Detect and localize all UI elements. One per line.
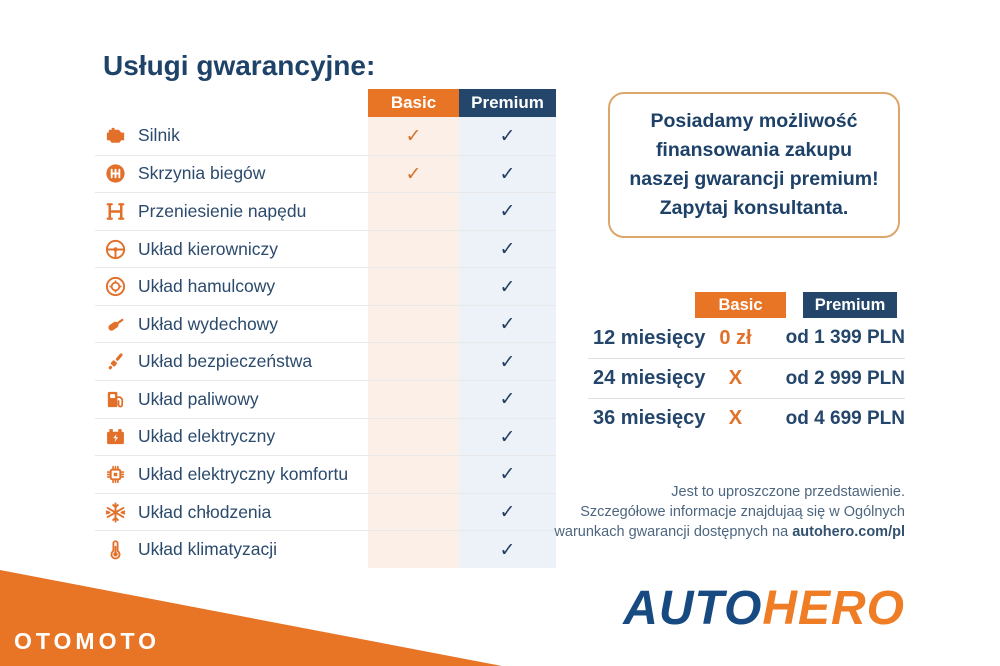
premium-check-cell: ✓ — [459, 381, 556, 418]
service-label: Układ hamulcowy — [138, 276, 276, 297]
service-label: Układ wydechowy — [138, 313, 279, 334]
pricing-premium-badge: Premium — [803, 292, 897, 318]
service-cell — [95, 494, 368, 531]
service-cell — [95, 456, 368, 493]
table-row — [95, 418, 556, 456]
basic-check-cell — [368, 419, 459, 456]
service-label: Silnik — [138, 125, 180, 146]
fuel-pump-icon — [102, 386, 128, 412]
table-row — [95, 493, 556, 531]
service-label: Układ elektryczny komfortu — [138, 463, 349, 484]
comparison-rows — [95, 117, 556, 568]
engine-icon — [102, 123, 128, 149]
table-row — [95, 117, 556, 155]
pricing-basic-badge: Basic — [695, 292, 786, 318]
pricing-row — [588, 398, 905, 438]
chip-icon — [102, 461, 128, 487]
gearbox-icon — [102, 161, 128, 187]
premium-price: od 2 999 PLN — [785, 367, 905, 389]
table-row — [95, 342, 556, 380]
basic-check-cell: ✓ — [368, 117, 459, 155]
page-title: Usługi gwarancyjne: — [103, 50, 376, 81]
basic-check-cell: ✓ — [368, 156, 459, 193]
service-cell — [95, 193, 368, 230]
autohero-logo-hero: HERO — [762, 582, 905, 635]
promo-line: Posiadamy możliwość — [650, 110, 858, 132]
pricing-header-spacer — [588, 292, 695, 318]
pricing-row — [588, 358, 905, 398]
service-label: Układ kierowniczy — [138, 238, 279, 259]
autohero-logo-auto: AUTO — [623, 582, 763, 635]
premium-column-header: Premium — [459, 89, 556, 117]
table-row — [95, 155, 556, 193]
snowflake-icon — [102, 499, 128, 525]
premium-check-cell: ✓ — [459, 494, 556, 531]
service-label: Układ paliwowy — [138, 388, 259, 409]
service-cell — [95, 343, 368, 380]
warranty-comparison-table — [95, 89, 556, 568]
brake-disc-icon — [102, 274, 128, 300]
basic-check-cell — [368, 456, 459, 493]
pricing-badge-gap — [786, 292, 803, 318]
legal-disclaimer — [545, 482, 905, 542]
drivetrain-icon — [102, 198, 128, 224]
thermometer-icon — [102, 537, 128, 563]
basic-check-cell — [368, 231, 459, 268]
period-label: 24 miesięcy — [593, 367, 706, 389]
promo-line: finansowania zakupu — [655, 139, 853, 161]
table-row — [95, 530, 556, 568]
service-cell — [95, 419, 368, 456]
service-label: Układ bezpieczeństwa — [138, 351, 313, 372]
basic-price: 0 zł — [719, 326, 752, 349]
period-label: 36 miesięcy — [593, 407, 706, 429]
service-cell — [95, 268, 368, 305]
table-row — [95, 230, 556, 268]
battery-icon — [102, 424, 128, 450]
service-label: Układ klimatyzacji — [138, 539, 278, 560]
seatbelt-icon — [102, 349, 128, 375]
disclaimer-line — [545, 522, 905, 542]
financing-promo-box — [608, 92, 900, 238]
table-row — [95, 455, 556, 493]
promo-line: naszej gwarancji premium! — [629, 168, 879, 190]
otomoto-logo: OTOMOTO — [14, 628, 160, 654]
premium-check-cell: ✓ — [459, 306, 556, 343]
premium-check-cell: ✓ — [459, 531, 556, 568]
premium-check-cell: ✓ — [459, 193, 556, 230]
premium-check-cell: ✓ — [459, 156, 556, 193]
premium-check-cell: ✓ — [459, 343, 556, 380]
steering-wheel-icon — [102, 236, 128, 262]
header-spacer — [95, 89, 368, 117]
basic-price: X — [728, 407, 743, 429]
service-label: Układ chłodzenia — [138, 501, 272, 522]
basic-column-header: Basic — [368, 89, 459, 117]
basic-check-cell — [368, 343, 459, 380]
table-row — [95, 192, 556, 230]
premium-check-cell: ✓ — [459, 268, 556, 305]
service-cell — [95, 156, 368, 193]
pricing-header — [588, 292, 905, 318]
period-label: 12 miesięcy — [593, 326, 706, 349]
service-cell — [95, 381, 368, 418]
pricing-table — [588, 292, 905, 438]
premium-check-cell: ✓ — [459, 456, 556, 493]
promo-line: Zapytaj konsultanta. — [659, 197, 849, 219]
service-label: Przeniesienie napędu — [138, 200, 307, 221]
service-cell — [95, 306, 368, 343]
autohero-url: autohero.com/pl — [792, 524, 905, 540]
service-cell — [95, 117, 368, 155]
disclaimer-line: Szczegółowe informacje znajdujaą się w Ogólnych — [580, 504, 905, 520]
service-label: Układ elektryczny — [138, 426, 276, 447]
service-cell — [95, 531, 368, 568]
premium-price: od 4 699 PLN — [785, 407, 905, 429]
pricing-row — [588, 318, 905, 358]
pricing-rows — [588, 318, 905, 438]
disclaimer-text: warunkach gwarancji dostępnych na — [554, 524, 793, 540]
premium-check-cell: ✓ — [459, 419, 556, 456]
exhaust-icon — [102, 311, 128, 337]
service-label: Skrzynia biegów — [138, 163, 266, 184]
autohero-logo — [623, 581, 905, 636]
comparison-table-header — [95, 89, 556, 117]
premium-check-cell: ✓ — [459, 117, 556, 155]
premium-check-cell: ✓ — [459, 231, 556, 268]
table-row — [95, 305, 556, 343]
service-cell — [95, 231, 368, 268]
basic-check-cell — [368, 494, 459, 531]
basic-check-cell — [368, 306, 459, 343]
disclaimer-line: Jest to uproszczone przedstawienie. — [671, 484, 905, 500]
basic-check-cell — [368, 193, 459, 230]
basic-check-cell — [368, 381, 459, 418]
table-row — [95, 267, 556, 305]
premium-price: od 1 399 PLN — [785, 327, 905, 348]
basic-check-cell — [368, 268, 459, 305]
basic-price: X — [728, 367, 743, 389]
basic-check-cell — [368, 531, 459, 568]
table-row — [95, 380, 556, 418]
